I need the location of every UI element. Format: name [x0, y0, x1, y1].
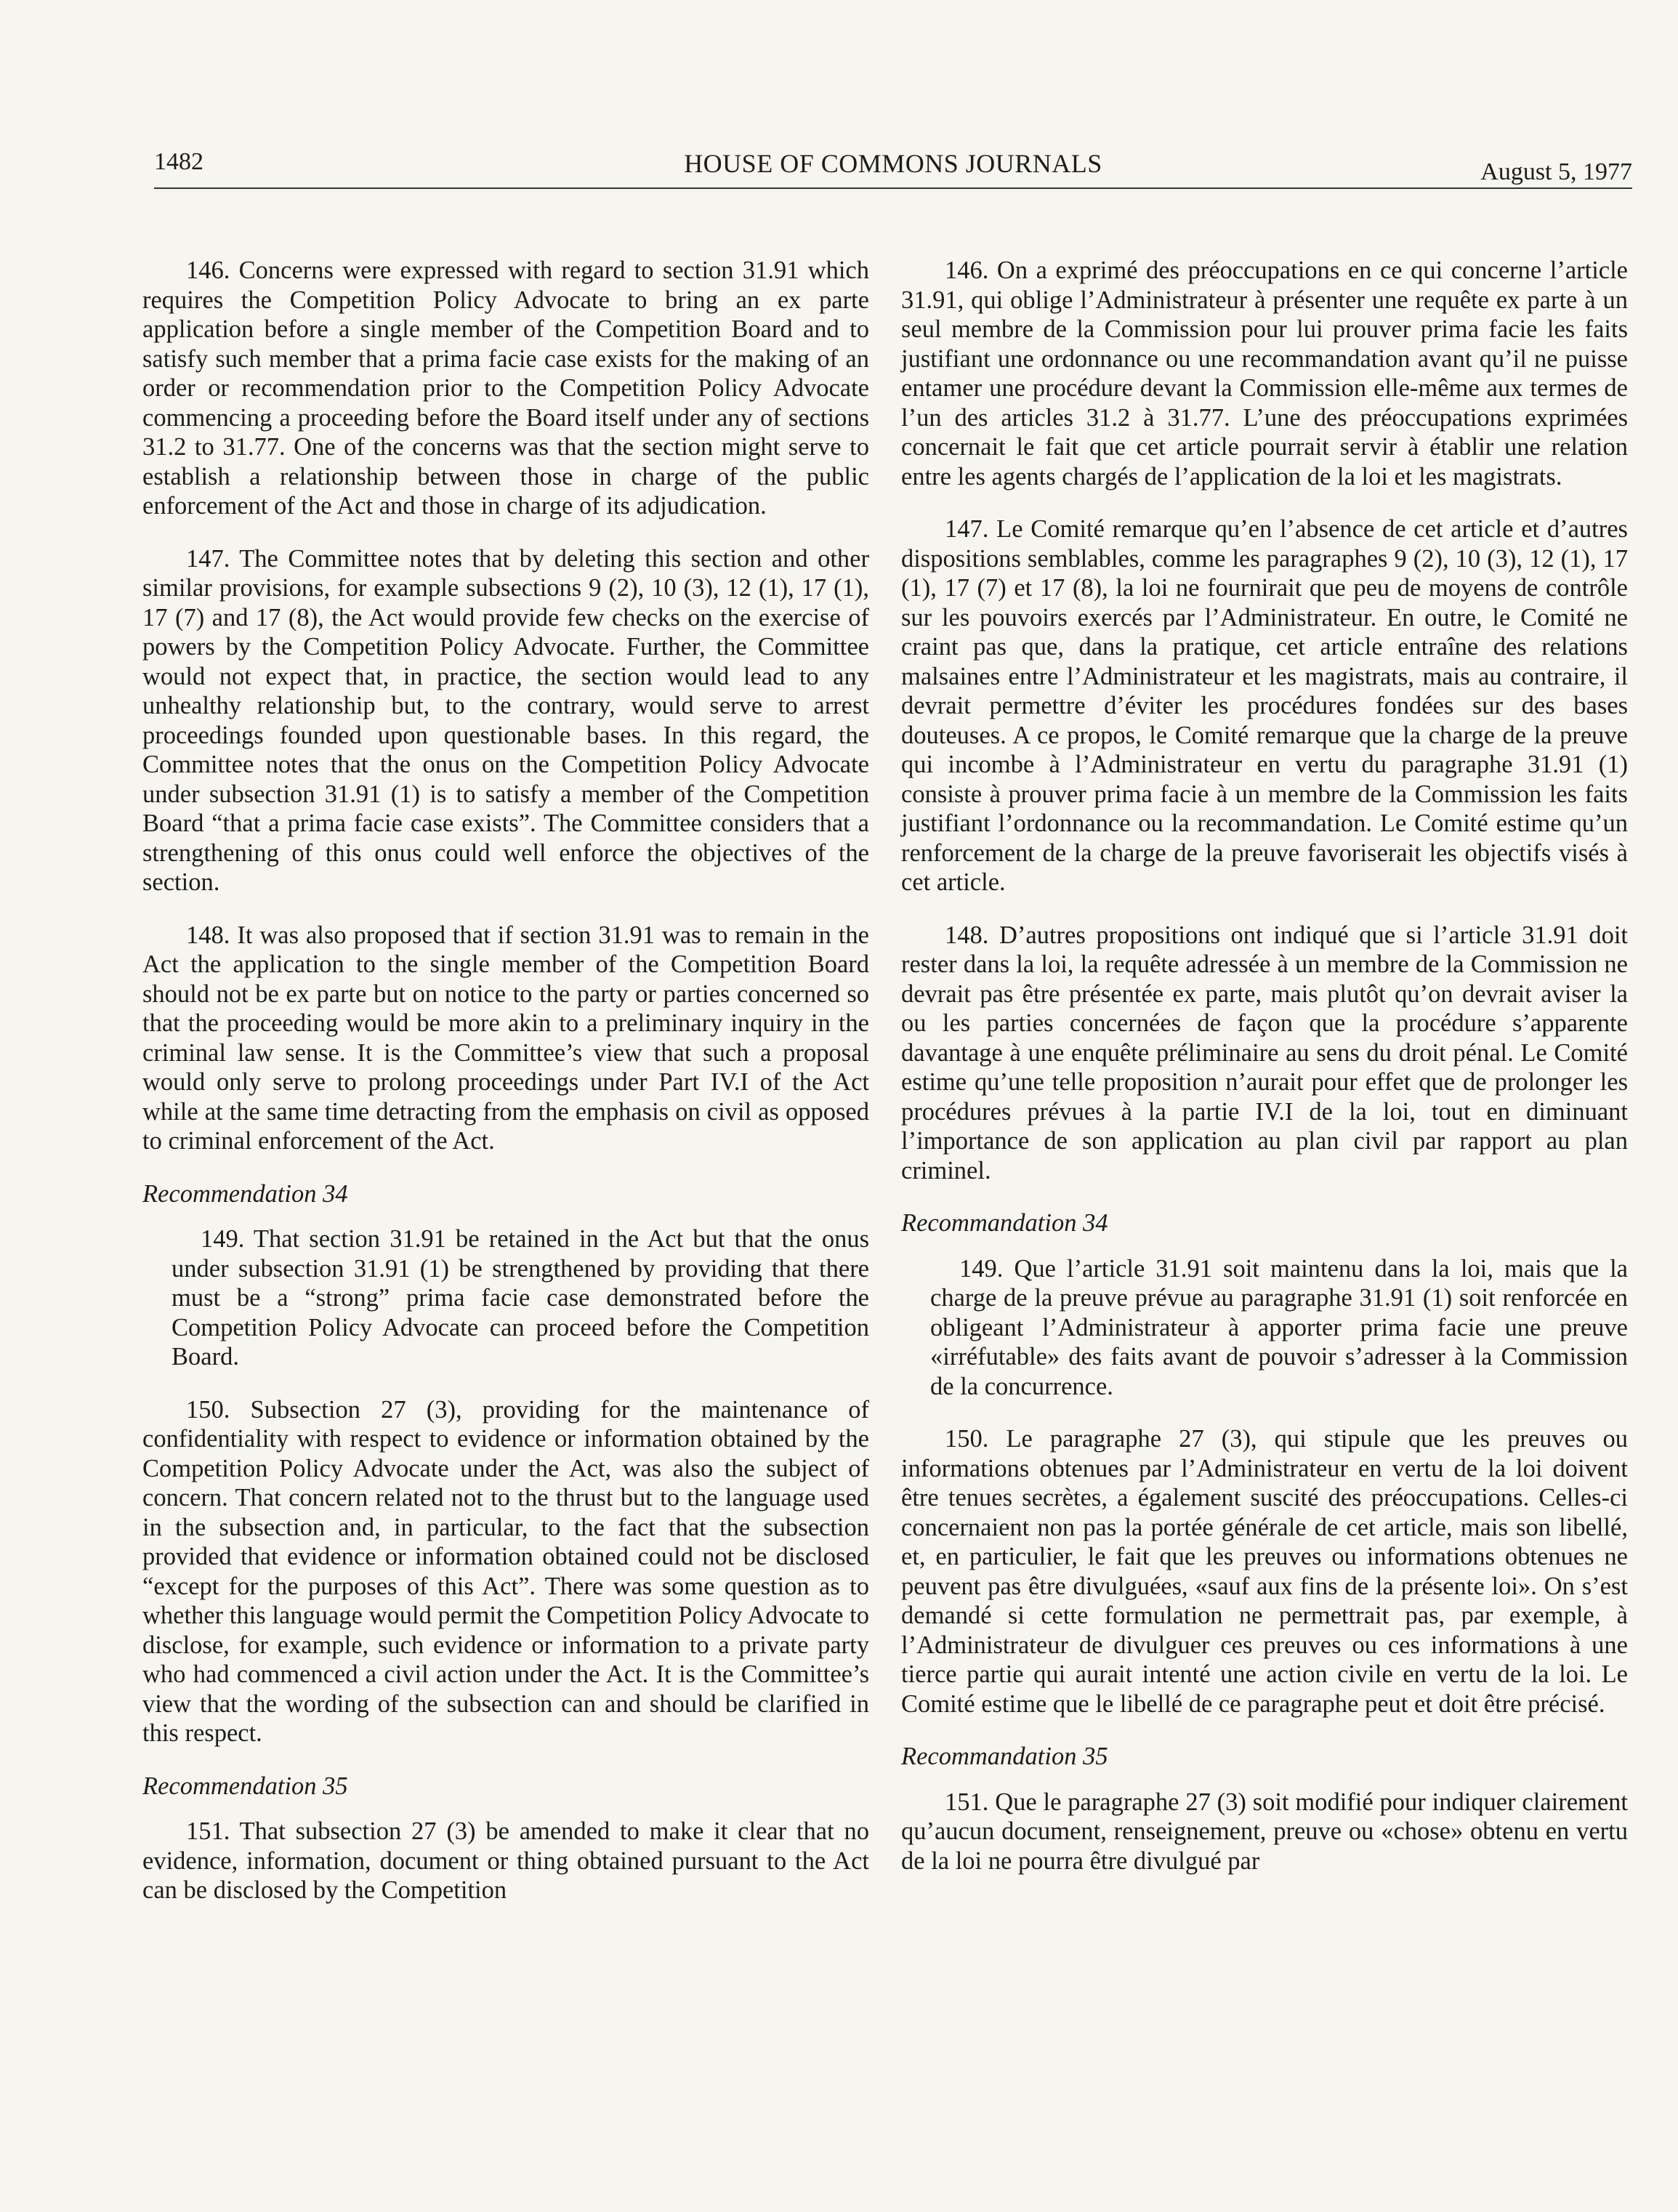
- recommendation-34-heading-en: Recommendation 34: [142, 1179, 348, 1208]
- recommendation-34-heading-fr: Recommandation 34: [901, 1209, 1108, 1237]
- paragraph-149-en: 149. That section 31.91 be retained in the Act but that the onus under subsection 31.91 (1) be strengthened by providing that there must be a “strong” prima facie case demonstrated before the Competition Policy Advocate can proceed before the Competition Board.: [172, 1225, 869, 1371]
- paragraph-147-en: 147. The Committee notes that by deleting this section and other similar provisions, for example subsections 9 (2), 10 (3), 12 (1), 17 (1), 17 (7) and 17 (8), the Act would provide few checks on the exercise of powers by the Competition Policy Advocate. Further, the Committee would not expect that, in practice, the section would lead to any unhealthy relationship but, to the contrary, would serve to arrest proceedings founded upon questionable bases. In this regard, the Committee notes that the onus on the Competition Policy Advocate under subsection 31.91 (1) is to satisfy a member of the Competition Board “that a prima facie case exists”. The Committee considers that a strengthening of this onus could well enforce the objectives of the section.: [142, 544, 869, 896]
- paragraph-146-en: 146. Concerns were expressed with regard to section 31.91 which requires the Competition Policy Advocate to bring an ex parte application before a single member of the Competition Board and to satisfy such member that a prima facie case exists for the making of an order or recommendation prior to the Competition Policy Advocate commencing a proceeding before the Board itself under any of sections 31.2 to 31.77. One of the concerns was that the section might serve to establish a relationship between those in charge of the public enforcement of the Act and those in charge of its adjudication.: [142, 257, 869, 520]
- paragraph-150-en: 150. Subsection 27 (3), providing for the maintenance of confidentiality with respect to evidence or information obtained by the Competition Policy Advocate under the Act, was also the subject of concern. That concern related not to the thrust but to the language used in the subsection and, in particular, to the fact that the subsection provided that evidence or information obtained could not be disclosed “except for the purposes of this Act”. There was some question as to whether this language would permit the Competition Policy Advocate to disclose, for example, such evidence or information to a private party who had commenced a civil action under the Act. It is the Committee’s view that the wording of the subsection can and should be clarified in this respect.: [142, 1395, 869, 1747]
- header-rule: [154, 187, 1632, 189]
- paragraph-146-fr: 146. On a exprimé des préoccupations en ce qui concerne l’article 31.91, qui oblige l’Administrateur à présenter une requête ex parte à un seul membre de la Commission pour lui prouver prima facie les faits justifiant une ordonnance ou une recommandation avant qu’il ne puisse entamer une procédure devant la Commission elle-même aux termes de l’un des articles 31.2 à 31.77. L’une des préoccupations exprimées concernait le fait que cet article pourrait servir à établir une relation entre les agents chargés de l’application de la loi et les magistrats.: [901, 257, 1628, 491]
- paragraph-147-fr: 147. Le Comité remarque qu’en l’absence de cet article et d’autres dispositions semblables, comme les paragraphes 9 (2), 10 (3), 12 (1), 17 (1), 17 (7) et 17 (8), la loi ne fournirait que peu de moyens de contrôle sur les pouvoirs exercés par l’Administrateur. En outre, le Comité ne craint pas que, dans la pratique, cet article entraîne des relations malsaines entre l’Administrateur et les magistrats, mais au contraire, il devrait permettre d’éviter les procédures fondées sur des bases douteuses. A ce propos, le Comité remarque que la charge de la preuve qui incombe à l’Administrateur en vertu du paragraphe 31.91 (1) consiste à prouver prima facie à un membre de la Commission les faits justifiant l’ordonnance ou la recommandation. Le Comité estime qu’un renforcement de la charge de la preuve favoriserait les objectifs visés à cet article.: [901, 515, 1628, 896]
- recommendation-35-heading-en: Recommendation 35: [142, 1772, 348, 1800]
- paragraph-148-en: 148. It was also proposed that if section 31.91 was to remain in the Act the application to the single member of the Competition Board should not be ex parte but on notice to the party or parties concerned so that the proceeding would be more akin to a preliminary inquiry in the criminal law sense. It is the Committee’s view that such a proposal would only serve to prolong proceedings under Part IV.I of the Act while at the same time detracting from the emphasis on civil as opposed to criminal enforcement of the Act.: [142, 921, 869, 1155]
- page-date: August 5, 1977: [1480, 158, 1632, 185]
- page-number: 1482: [154, 148, 203, 175]
- french-column: [901, 256, 1628, 2116]
- journal-title: HOUSE OF COMMONS JOURNALS: [684, 149, 1102, 178]
- paragraph-148-fr: 148. D’autres propositions ont indiqué que si l’article 31.91 doit rester dans la loi, la requête adressée à un membre de la Commission ne devrait pas être présentée ex parte, mais plutôt qu’on devrait aviser la ou les parties concernées de façon que la procédure s’apparente davantage à une enquête préliminaire au sens du droit pénal. Le Comité estime qu’une telle proposition n’aurait pour effet que de prolonger les procédures prévues à la partie IV.I de la loi, tout en diminuant l’importance de son application au plan civil par rapport au plan criminel.: [901, 921, 1628, 1184]
- paragraph-150-fr: 150. Le paragraphe 27 (3), qui stipule que les preuves ou informations obtenues par l’Administrateur en vertu de la loi doivent être tenues secrètes, a également suscité des préoccupations. Celles-ci concernaient non pas la portée générale de cet article, mais son libellé, et, en particulier, le fait que les preuves ou informations obtenues ne peuvent pas être divulguées, «sauf aux fins de la présente loi». On s’est demandé si cette formulation ne permettrait pas, par exemple, à l’Administrateur de divulguer ces preuves ou ces informations à une tierce partie qui aurait intenté une action civile en vertu de la loi. Le Comité estime que le libellé de ce paragraphe peut et doit être précisé.: [901, 1425, 1628, 1718]
- recommendation-35-heading-fr: Recommandation 35: [901, 1743, 1108, 1770]
- english-column: [142, 256, 869, 2116]
- page-header: [154, 142, 1632, 187]
- paragraph-151-en: 151. That subsection 27 (3) be amended to make it clear that no evidence, information, document or thing obtained pursuant to the Act can be disclosed by the Competition: [142, 1817, 869, 1904]
- paragraph-151-fr: 151. Que le paragraphe 27 (3) soit modifié pour indiquer clairement qu’aucun document, renseignement, preuve ou «chose» obtenu en vertu de la loi ne pourra être divulgué par: [901, 1788, 1628, 1875]
- paragraph-149-fr: 149. Que l’article 31.91 soit maintenu dans la loi, mais que la charge de la preuve prévue au paragraphe 31.91 (1) soit renforcée en obligeant l’Administrateur à apporter prima facie une preuve «irréfutable» des faits avant de pouvoir s’adresser à la Commission de la concurrence.: [930, 1254, 1628, 1400]
